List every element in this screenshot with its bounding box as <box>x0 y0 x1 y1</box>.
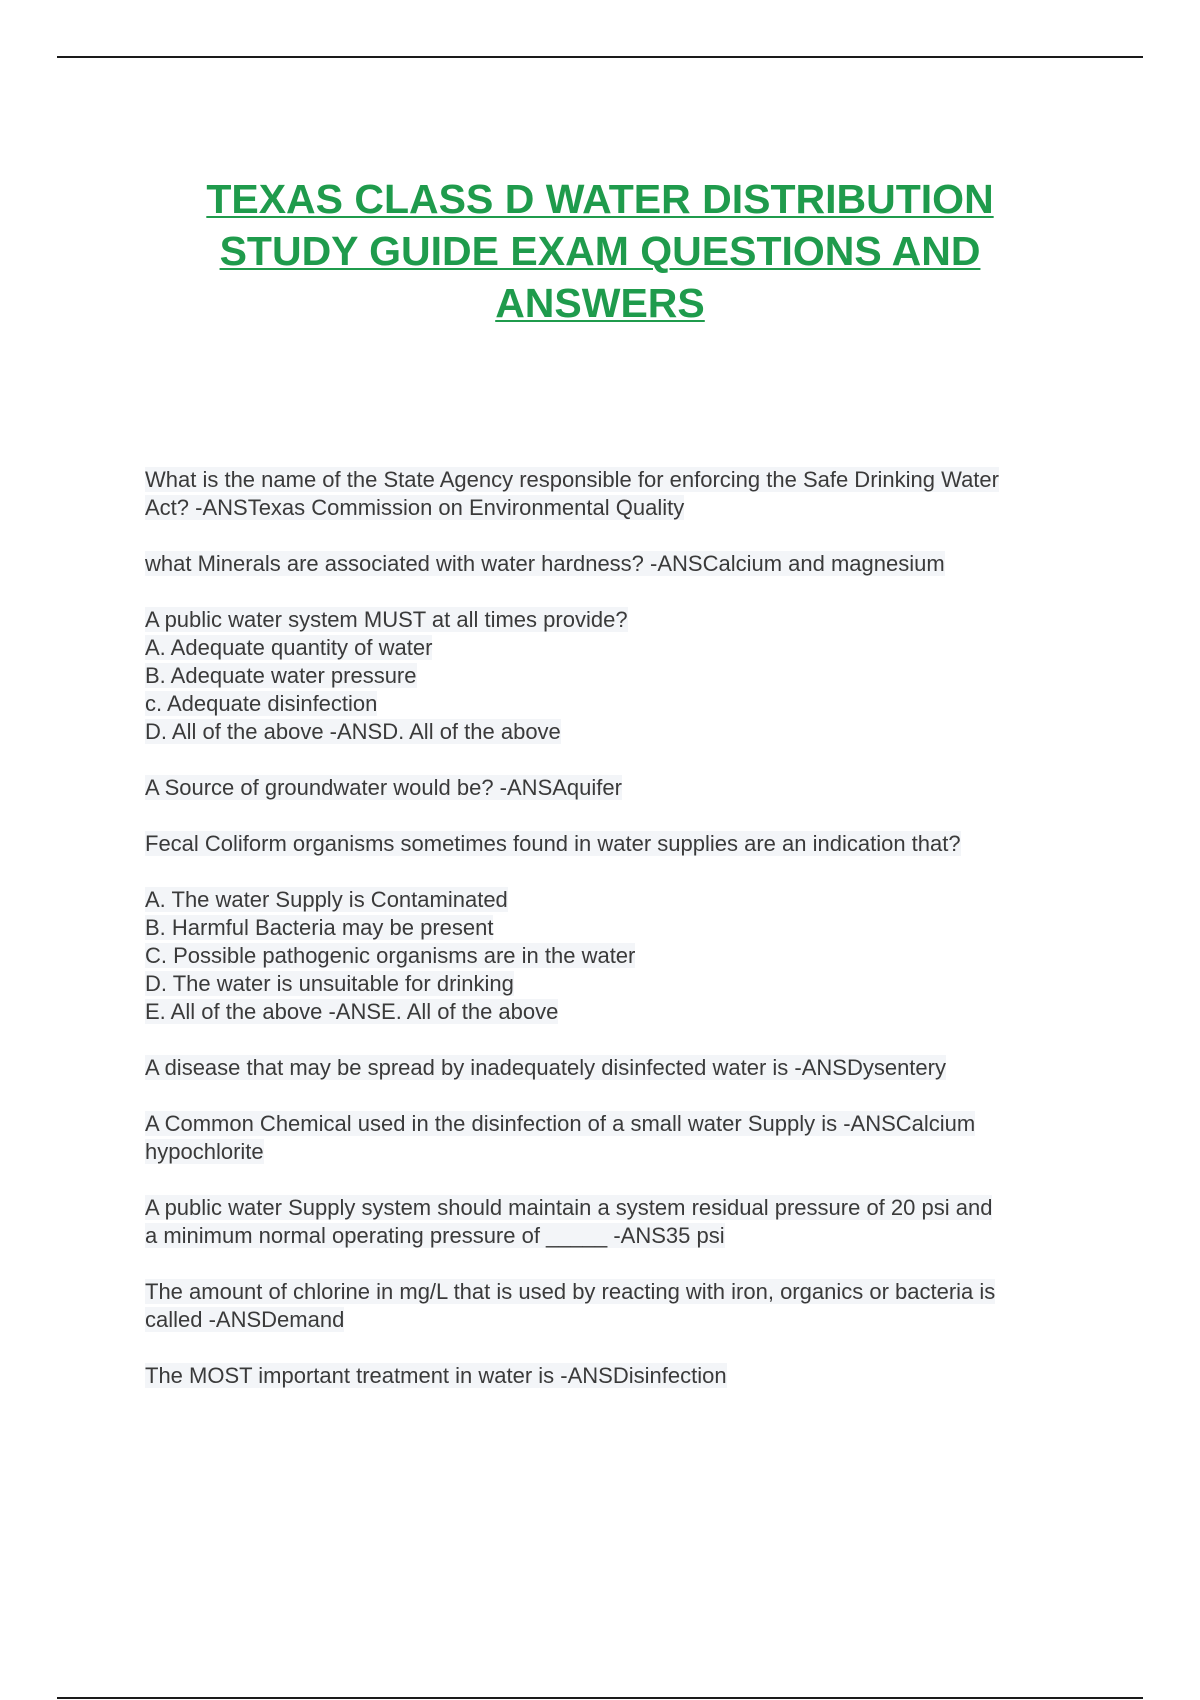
qa-line: B. Harmful Bacteria may be present <box>145 915 494 940</box>
qa-line: D. All of the above -ANSD. All of the above <box>145 719 561 744</box>
qa-line: what Minerals are associated with water hardness? -ANSCalcium and magnesium <box>145 551 945 576</box>
qa-block <box>145 830 1095 858</box>
top-rule <box>57 56 1143 58</box>
qa-line: The MOST important treatment in water is -ANSDisinfection <box>145 1363 727 1388</box>
bottom-rule <box>57 1697 1143 1699</box>
qa-block <box>145 774 1095 802</box>
title-line-1: TEXAS CLASS D WATER DISTRIBUTION <box>206 176 994 222</box>
title-line-3: ANSWERS <box>495 280 705 326</box>
qa-block <box>145 606 1095 746</box>
qa-line: What is the name of the State Agency responsible for enforcing the Safe Drinking Water <box>145 467 999 492</box>
qa-line: A public water Supply system should maintain a system residual pressure of 20 psi and <box>145 1195 993 1220</box>
qa-line: called -ANSDemand <box>145 1307 345 1332</box>
qa-line: A. Adequate quantity of water <box>145 635 433 660</box>
qa-line: A Common Chemical used in the disinfection of a small water Supply is -ANSCalcium <box>145 1111 976 1136</box>
qa-block <box>145 1054 1095 1082</box>
qa-line: A public water system MUST at all times provide? <box>145 607 628 632</box>
qa-line: A. The water Supply is Contaminated <box>145 887 508 912</box>
qa-list <box>145 466 1095 1418</box>
qa-line: Act? -ANSTexas Commission on Environmental Quality <box>145 495 685 520</box>
qa-block <box>145 1110 1095 1166</box>
qa-line: B. Adequate water pressure <box>145 663 417 688</box>
qa-block <box>145 550 1095 578</box>
title-line-2: STUDY GUIDE EXAM QUESTIONS AND <box>219 228 981 274</box>
document-title <box>100 173 1100 329</box>
qa-line: C. Possible pathogenic organisms are in the water <box>145 943 636 968</box>
qa-line: A Source of groundwater would be? -ANSAquifer <box>145 775 622 800</box>
qa-line: c. Adequate disinfection <box>145 691 378 716</box>
qa-block <box>145 466 1095 522</box>
qa-block <box>145 1362 1095 1390</box>
qa-block <box>145 1194 1095 1250</box>
qa-line: A disease that may be spread by inadequately disinfected water is -ANSDysentery <box>145 1055 946 1080</box>
qa-line: E. All of the above -ANSE. All of the above <box>145 999 559 1024</box>
qa-block <box>145 886 1095 1026</box>
qa-line: The amount of chlorine in mg/L that is used by reacting with iron, organics or bacteria is <box>145 1279 996 1304</box>
qa-line: Fecal Coliform organisms sometimes found in water supplies are an indication that? <box>145 831 961 856</box>
qa-block <box>145 1278 1095 1334</box>
qa-line: D. The water is unsuitable for drinking <box>145 971 514 996</box>
qa-line: a minimum normal operating pressure of _____ -ANS35 psi <box>145 1223 725 1248</box>
qa-line: hypochlorite <box>145 1139 264 1164</box>
